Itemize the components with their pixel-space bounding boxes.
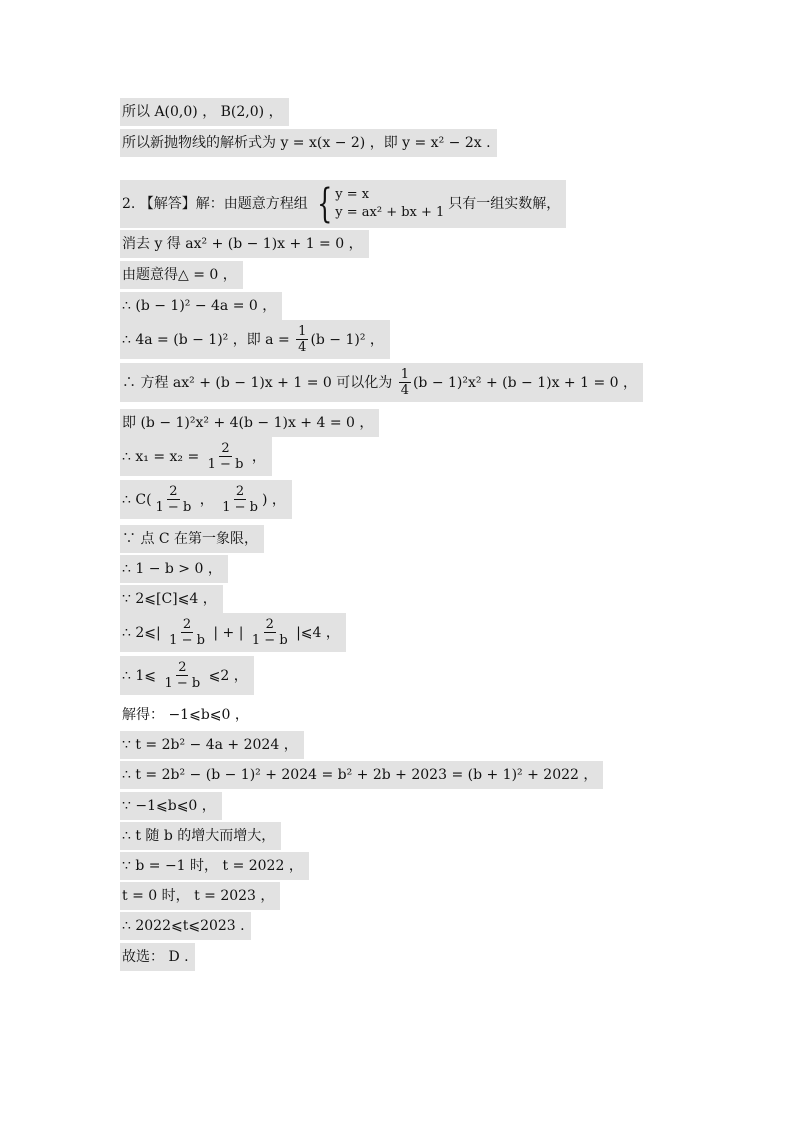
solution-line	[120, 792, 222, 820]
line-text: (b − 1)² ，	[310, 331, 384, 348]
line-text: t = 0 时， t = 2023 ，	[122, 888, 275, 904]
denominator: 1 − b	[164, 676, 201, 691]
solution-line	[120, 409, 379, 437]
numerator: 1	[298, 324, 307, 339]
line-text: ∵ t = 2b² − 4a + 2024 ，	[122, 737, 298, 753]
line-text: 即 (b − 1)²x² + 4(b − 1)x + 4 = 0 ，	[122, 415, 374, 431]
line-text: ∵ b = −1 时， t = 2022 ，	[122, 858, 303, 874]
line-text: ) ，	[261, 491, 286, 508]
line-text: ∴ t = 2b² − (b − 1)² + 2024 = b² + 2b + 2023 = (b + 1)² + 2022 ，	[122, 767, 598, 783]
solution-line	[120, 656, 254, 695]
solution-line	[120, 761, 603, 789]
fraction	[220, 484, 260, 515]
solution-line	[120, 912, 251, 940]
numerator: 2	[221, 441, 230, 456]
fraction	[154, 484, 194, 515]
fraction	[250, 617, 290, 648]
line-text: 只有一组实数解，	[448, 196, 561, 212]
denominator: 1 − b	[207, 457, 244, 472]
solution-line	[120, 613, 346, 652]
equation-row: y = x	[335, 187, 370, 202]
fraction	[206, 441, 246, 472]
line-text: ∴ 1⩽	[122, 667, 161, 684]
denominator: 1 − b	[251, 633, 288, 648]
line-text: ∴ 1 − b > 0 ，	[122, 561, 222, 577]
numerator: 2	[182, 617, 192, 632]
numerator: 2	[235, 484, 245, 499]
numerator: 2	[169, 484, 178, 499]
brace-glyph: {	[316, 181, 333, 227]
solution-line	[120, 852, 309, 880]
equation-system	[312, 181, 445, 227]
solution-line	[120, 292, 282, 320]
equation-row: y = ax² + bx + 1	[335, 205, 445, 220]
line-text: ⩽2 ，	[204, 667, 248, 684]
solution-line	[120, 701, 255, 729]
line-text: 故选： D .	[122, 949, 189, 965]
fraction	[296, 324, 308, 355]
line-text: |⩽4 ，	[291, 624, 340, 641]
line-text: ∴ x₁ = x₂ =	[122, 448, 204, 465]
solution-line	[120, 882, 280, 910]
numerator: 1	[400, 367, 409, 382]
solution-line	[120, 320, 390, 359]
solution-line	[120, 437, 272, 476]
denominator: 1 − b	[222, 500, 258, 515]
denominator: 4	[400, 383, 409, 398]
numerator: 2	[178, 660, 187, 675]
line-text: ∵ 点 C 在第一象限，	[122, 531, 259, 547]
line-text: ∴ 方程 ax² + (b − 1)x + 1 = 0 可以化为	[122, 374, 397, 391]
line-text: ∴ t 随 b 的增大而增大，	[122, 828, 276, 844]
solution-line	[120, 585, 223, 613]
line-text: 2. 【解答】解：由题意方程组	[122, 196, 308, 212]
line-text: 所以 A(0,0) ， B(2,0) ，	[122, 104, 283, 120]
line-text: ∵ −1⩽b⩽0 ，	[122, 798, 216, 814]
line-text: ∴ 2⩽|	[122, 624, 166, 641]
line-text: ∵ 2⩽[C]⩽4 ，	[122, 591, 217, 607]
solution-line	[120, 555, 228, 583]
line-text: ，	[247, 448, 266, 465]
solution-line	[120, 180, 566, 228]
denominator: 1 − b	[155, 500, 192, 515]
solution-line	[120, 525, 264, 553]
line-text: ∴ 2022⩽t⩽2023 .	[122, 918, 245, 934]
line-text: 消去 y 得 ax² + (b − 1)x + 1 = 0 ，	[122, 236, 363, 252]
solution-line	[120, 363, 643, 402]
line-text: 由题意得△ = 0 ，	[122, 267, 237, 283]
solution-line	[120, 480, 292, 519]
fraction	[399, 367, 411, 398]
denominator: 4	[298, 340, 307, 355]
line-text: ∴ C(	[122, 491, 152, 508]
fraction	[167, 617, 207, 648]
line-text: 所以新抛物线的解析式为 y = x(x − 2) ，即 y = x² − 2x .	[122, 135, 491, 151]
numerator: 2	[265, 617, 274, 632]
line-text: (b − 1)²x² + (b − 1)x + 1 = 0 ，	[412, 374, 637, 391]
line-text: 解得： −1⩽b⩽0 ，	[122, 707, 249, 723]
fraction	[162, 660, 202, 691]
line-text: ，	[195, 491, 219, 508]
solution-line	[120, 261, 243, 289]
solution-line	[120, 230, 369, 258]
solution-line	[120, 943, 195, 971]
line-text: ∴ 4a = (b − 1)² ，即 a =	[122, 331, 295, 348]
solution-line	[120, 98, 289, 126]
solution-line	[120, 822, 281, 850]
line-text: ∴ (b − 1)² − 4a = 0 ，	[122, 298, 277, 314]
denominator: 1 − b	[169, 633, 205, 648]
line-text: | + |	[208, 624, 248, 641]
solution-line	[120, 731, 304, 759]
solution-line	[120, 129, 497, 157]
